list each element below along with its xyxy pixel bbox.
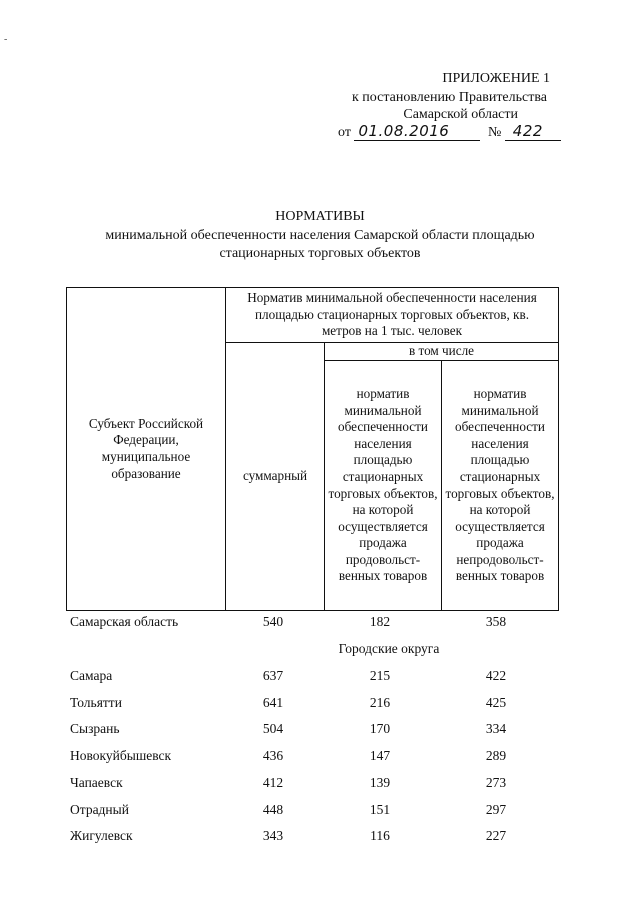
row-food: 116	[370, 828, 390, 843]
row-name: Сызрань	[70, 721, 120, 736]
row-nonfood: 425	[485, 695, 507, 710]
row-food: 215	[369, 668, 391, 683]
row-food: 216	[369, 695, 391, 710]
row-name: Чапаевск	[70, 775, 123, 790]
handwritten-date: 01.08.2016	[354, 122, 480, 141]
row-name: Тольятти	[70, 695, 122, 710]
row-food: 170	[369, 721, 391, 736]
row-total: 504	[262, 721, 284, 736]
row-total: 412	[262, 775, 284, 790]
decree-line-1: к постановлению Правительства	[351, 90, 547, 105]
nonfood-column-header: норматив минимальной обеспеченности населения площадью стационарных торговых объектов, на которой осуществляется продажа непродовольст-венных товаров	[442, 361, 559, 611]
row-nonfood: 422	[485, 668, 507, 683]
norm-column-header: Норматив минимальной обеспеченности населения площадью стационарных торговых объектов, кв. метров на 1 тыс. человек	[226, 288, 559, 343]
section-urban-districts: Городские округа	[338, 641, 440, 656]
doc-subtitle-2: стационарных торговых объектов	[219, 246, 421, 261]
row-nonfood: 334	[485, 721, 507, 736]
row-food: 151	[369, 802, 391, 817]
row-nonfood: 273	[485, 775, 507, 790]
decree-date-number	[338, 122, 561, 141]
row-nonfood: 358	[485, 614, 507, 629]
row-total: 436	[262, 748, 284, 763]
row-food: 147	[369, 748, 391, 763]
row-nonfood: 297	[485, 802, 507, 817]
row-name: Отрадный	[70, 802, 129, 817]
doc-subtitle-1: минимальной обеспеченности населения Самарской области площадью	[105, 228, 535, 243]
food-column-header: норматив минимальной обеспеченности населения площадью стационарных торговых объектов, на которой осуществляется продажа продовольст-венных товаров	[325, 361, 442, 611]
row-name: Новокуйбышевск	[70, 748, 172, 763]
doc-title: НОРМАТИВЫ	[275, 209, 365, 224]
row-name: Жигулевск	[70, 828, 133, 843]
appendix-label: ПРИЛОЖЕНИЕ 1	[442, 71, 550, 86]
row-total: 637	[262, 668, 284, 683]
row-nonfood: 227	[485, 828, 507, 843]
row-food: 139	[369, 775, 391, 790]
row-nonfood: 289	[485, 748, 507, 763]
row-total: 641	[262, 695, 284, 710]
row-total: 448	[262, 802, 284, 817]
row-name: Самара	[70, 668, 113, 683]
appendix-header	[442, 70, 550, 87]
row-name: Самарская область	[70, 614, 179, 629]
number-label: №	[487, 125, 502, 140]
scan-mark: -	[4, 34, 8, 45]
handwritten-number: 422	[505, 122, 561, 141]
from-label: от	[338, 125, 351, 140]
row-food: 182	[369, 614, 391, 629]
norms-table-header	[66, 287, 559, 611]
including-header: в том числе	[325, 343, 559, 361]
row-total: 540	[262, 614, 284, 629]
decree-line-2: Самарской области	[403, 107, 518, 122]
row-total: 343	[262, 828, 284, 843]
total-column-header: суммарный	[226, 343, 325, 611]
subject-column-header: Субъект Российской Федерации, муниципальное образование	[67, 288, 226, 611]
